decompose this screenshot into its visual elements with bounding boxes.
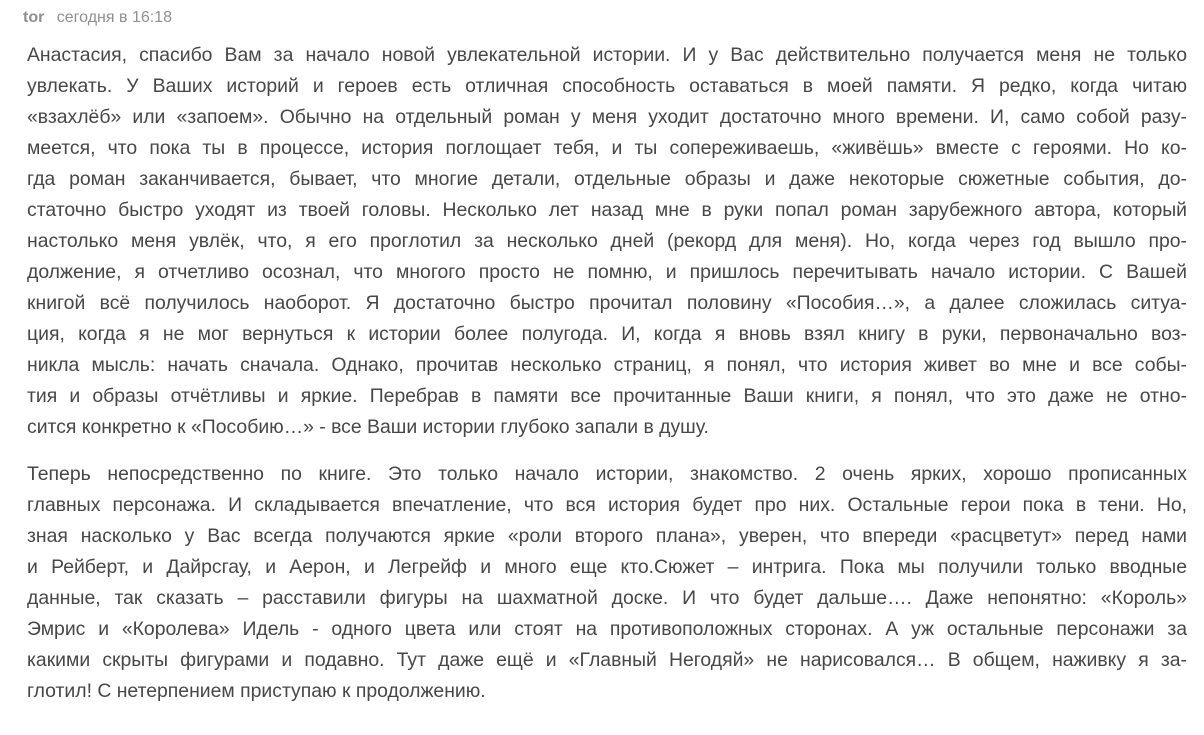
text-line: Эмрис и «Королева» Идель - одного цвета или стоят на противоположных сторонах. А уж остальные персонажи за (27, 618, 1187, 640)
text-line: статочно быстро уходят из твоей головы. Несколько лет назад мне в руки попал роман зарубежного автора, который (27, 199, 1187, 221)
text-line: данные, так сказать – расставили фигуры на шахматной доске. И что будет дальше…. Даже непонятно: «Король» (27, 587, 1187, 609)
text-line: меется, что пока ты в процессе, история поглощает тебя, и ты сопереживаешь, «живёшь» вместе с героями. Но ко- (27, 137, 1187, 159)
text-line: сится конкретно к «Пособию…» - все Ваши истории глубоко запали в душу. (27, 416, 709, 438)
text-line: «взахлёб» или «запоем». Обычно на отдельный роман у меня уходит достаточно много времени. И, само собой разу- (27, 106, 1187, 128)
text-line: настолько меня увлёк, что, я его проглотил за несколько дней (рекорд для меня). Но, когда через год вышло про- (27, 230, 1187, 252)
text-line: ция, когда я не мог вернуться к истории более полугода. И, когда я вновь взял книгу в руки, первоначально воз- (27, 323, 1187, 345)
text-line: Анастасия, спасибо Вам за начало новой увлекательной истории. И у Вас действительно получается меня не только (27, 44, 1187, 66)
text-line: какими скрыты фигурами и подавно. Тут даже ещё и «Главный Негодяй» не нарисовался… В общем, наживку я за- (27, 649, 1187, 671)
comment-body (27, 40, 1187, 707)
text-line: гда роман заканчивается, бывает, что многие детали, отдельные образы и даже некоторые сюжетные события, до- (27, 168, 1187, 190)
comment-timestamp: сегодня в 16:18 (56, 9, 172, 26)
comment-author[interactable]: tor (23, 9, 45, 26)
text-line: должение, я отчетливо осознал, что многого просто не помню, и пришлось перечитывать начало истории. С Вашей (27, 261, 1187, 283)
text-line: книгой всё получилось наоборот. Я достаточно быстро прочитал половину «Пособия…», а далее сложилась ситуа- (27, 292, 1187, 314)
text-line: главных персонажа. И складывается впечатление, что вся история будет про них. Остальные герои пока в тени. Но, (27, 494, 1187, 516)
text-line: глотил! С нетерпением приступаю к продолжению. (27, 680, 486, 702)
paragraph-spacer (27, 443, 1187, 459)
text-line: зная насколько у Вас всегда получаются яркие «роли второго плана», уверен, что впереди «расцветут» перед нами (27, 525, 1187, 547)
comment-paragraph-2 (27, 459, 1187, 707)
text-line: увлекать. У Ваших историй и героев есть отличная способность оставаться в моей памяти. Я редко, когда читаю (27, 75, 1187, 97)
text-line: тия и образы отчётливы и яркие. Перебрав в памяти все прочитанные Ваши книги, я понял, что это даже не отно- (27, 385, 1187, 407)
text-line: и Рейберт, и Дайрсгау, и Аерон, и Легрейф и много еще кто.Сюжет – интрига. Пока мы получили только вводные (27, 556, 1187, 578)
comment-paragraph-1 (27, 40, 1187, 443)
text-line: Теперь непосредственно по книге. Это только начало истории, знакомство. 2 очень ярких, хорошо прописанных (27, 463, 1187, 485)
text-line: никла мысль: начать сначала. Однако, прочитав несколько страниц, я понял, что история живет во мне и все собы- (27, 354, 1187, 376)
comment-header (23, 6, 172, 30)
